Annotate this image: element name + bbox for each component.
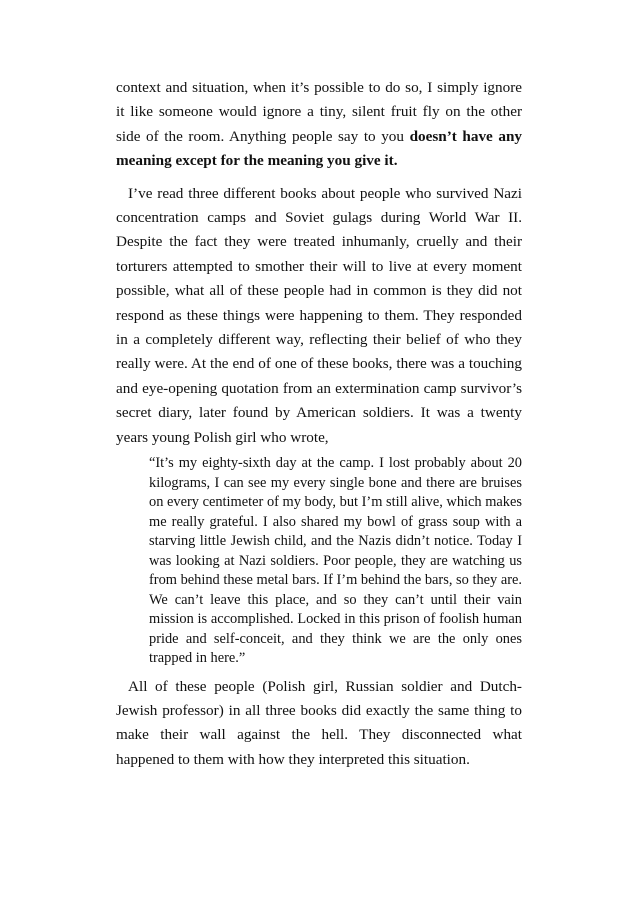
paragraph-continuation-bold: doesn’t have any meaning except for the meaning you give it.: [116, 127, 522, 170]
paragraph-continuation: [116, 76, 522, 174]
paragraph-conclusion: All of these people (Polish girl, Russian soldier and Dutch-Jewish professor) in all three books did exactly the same thing to make their wall against the hell. They disconnected what happened to them with how they interpreted this situation.: [116, 677, 522, 768]
paragraph-continuation-text: context and situation, when it’s possible to do so, I simply ignore it like someone would ignore a tiny, silent fruit fly on the other side of the room. Anything people say to you: [116, 79, 522, 145]
diary-quotation: “It’s my eighty-sixth day at the camp. I lost probably about 20 kilograms, I can see my every single bone and there are bruises on every centimeter of my body, but I’m still alive, which makes me really grateful. I also shared my bowl of grass soup with a starving little Jewish child, and the Nazis didn’t notice. Today I was looking at Nazi soldiers. Poor people, they are watching us from behind these metal bars. If I’m behind the bars, so they are. We can’t leave this place, and so they can’t until their vain mission is accomplished. Locked in this prison of foolish human pride and self-conceit, and they think we are the only ones trapped in here.”: [149, 455, 522, 667]
book-page: [116, 76, 522, 772]
paragraph-books: I’ve read three different books about people who survived Nazi concentration camps and Soviet gulags during World War II. Despite the fact they were treated inhumanly, cruelly and their torturers attempted to smother their will to live at every moment possible, what all of these people had in common is they did not respond as these things were happening to them. They responded in a completely different way, reflecting their belief of who they really were. At the end of one of these books, there was a touching and eye-opening quotation from an extermination camp survivor’s secret diary, later found by American soldiers. It was a twenty years young Polish girl who wrote,: [116, 184, 522, 446]
